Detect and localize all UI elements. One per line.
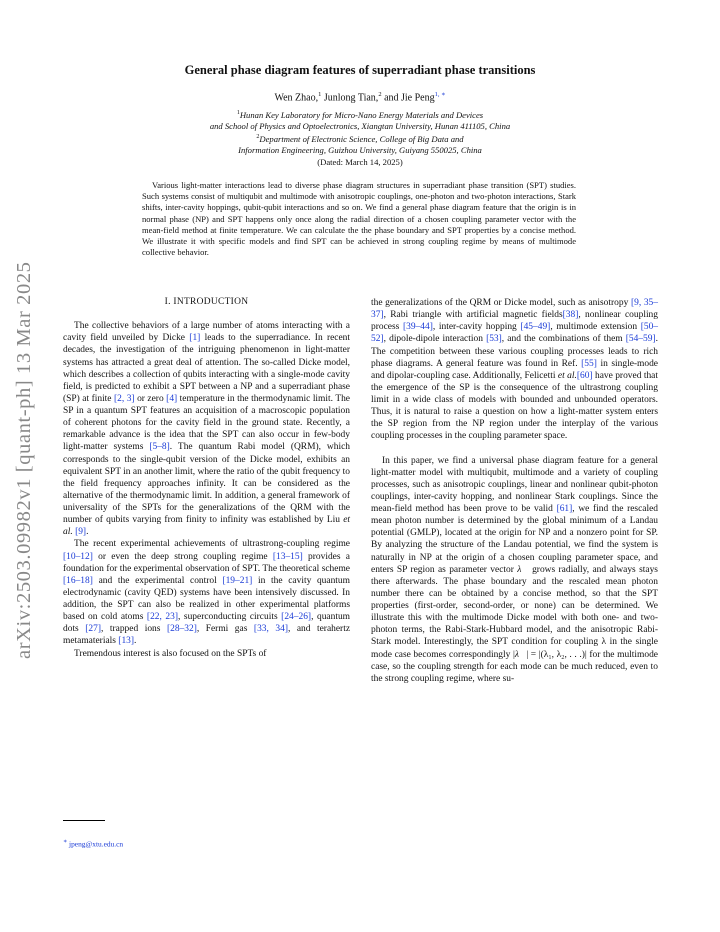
citation-link[interactable]: [33, 34] bbox=[253, 624, 288, 635]
citation-link[interactable]: [1] bbox=[189, 333, 201, 344]
affil-2-line-2: Information Engineering, Guizhou University, Guiyang 550025, China bbox=[238, 144, 482, 155]
citation-link[interactable]: [45–49] bbox=[520, 322, 551, 333]
author-1: Wen Zhao, bbox=[274, 92, 319, 104]
citation-link[interactable]: [24–26] bbox=[281, 612, 312, 623]
intro-paragraph-1: The collective behaviors of a large number of atoms interacting with a cavity field unveiled by Dicke [1] leads to the superradiance. In recent decades, the investigation of the intriguing phenomenon in light-matter systems has attracted a great deal of attention. The so-called Dicke model, which describes a collection of qubits interacting with a single-mode cavity field, is predicted to exhibit a SPT between a NP and a superradiant phase (SP) at finite [2, 3] or zero [4] temperature in the thermodynamic limit. The SP in a quantum SPT features an acquisition of a macroscopic population of coherent photons for the cavity field in the ground state. Recently, a remarkable advance is the idea that the SPT can also occur in few-body light-matter systems [5–8]. The quantum Rabi model (QRM), which corresponds to the single-qubit version of the Dicke model, exhibits an equivalent SPT in an another limit, where the ratio of the qubit frequency to the field frequency approaches infinity. It can be considered as the alternative of the thermodynamic limit. In addition, a general framework of universality of the SPTs for the generalizations of the QRM with the number of qubits varying from finity to infinity was established by Liu et al. [9]. bbox=[63, 321, 350, 538]
paper-title: General phase diagram features of superradiant phase transitions bbox=[184, 63, 536, 77]
email-link[interactable]: jpeng@xtu.edu.cn bbox=[69, 839, 124, 849]
footnote-rule bbox=[63, 820, 105, 821]
lambda-vector-symbol: λ⃗ bbox=[517, 564, 529, 575]
author-3-affil-mark[interactable]: 1, ∗ bbox=[434, 91, 446, 98]
citation-link[interactable]: [28–32] bbox=[166, 624, 197, 635]
abstract: Various light-matter interactions lead to diverse phase diagram structures in superradiant phase transition (SPT) studies. Such systems consist of multiqubit and multimode with anisotropic couplings, one-photon and two-photon interactions, Stark shifts, inter-cavity hoppings, qubit-qubit interactions and so on. We find a general phase diagram feature that the origin is in normal phase (NP) and SPT happens only once along the radial direction of a chosen coupling parameter vector with the mean-field method at finite temperature. We can calculate the the phase boundary and SPT properties by a concise method. We illustrate it with specific models and find SPT can be achieved in strong coupling regime by means of multimode collective behavior. bbox=[142, 180, 576, 258]
date-line: (Dated: March 14, 2025) bbox=[317, 157, 403, 167]
citation-link[interactable]: [50–52] bbox=[371, 322, 659, 345]
citation-link[interactable]: [60] bbox=[576, 370, 593, 381]
author-2-affil-mark: 2 bbox=[378, 91, 382, 98]
citation-link[interactable]: [55] bbox=[581, 358, 597, 369]
citation-link[interactable]: [13–15] bbox=[272, 551, 303, 562]
citation-link[interactable]: [53] bbox=[486, 334, 502, 345]
citation-link[interactable]: [39–44] bbox=[402, 322, 433, 333]
affiliations bbox=[100, 108, 620, 156]
affil-2-line-1: Department of Electronic Science, College of Big Data and bbox=[259, 133, 464, 144]
citation-link[interactable]: [13] bbox=[118, 636, 135, 647]
citation-link[interactable]: [27] bbox=[85, 624, 101, 635]
affil-1-line-1: Hunan Key Laboratory for Micro-Nano Energy Materials and Devices bbox=[239, 109, 484, 120]
section-heading-introduction: I. INTRODUCTION bbox=[164, 297, 249, 307]
citation-link[interactable]: [9] bbox=[75, 527, 87, 538]
intro-paragraph-3: Tremendous interest is also focused on the SPTs of bbox=[74, 648, 267, 659]
citation-link[interactable]: [38] bbox=[562, 310, 579, 321]
citation-link[interactable]: [16–18] bbox=[63, 575, 93, 586]
intro-paragraph-5: In this paper, we find a universal phase diagram feature for a general light-matter model with multiqubit, multimode and a variety of coupling processes, such as anisotropic couplings, linear and nonlinear qubit-photon couplings, inter-cavity hopping, and nonlinear Stark couplings. Since the mean-field method has been prove to be valid [61], we find the rescaled mean photon number is determined by the global minimum of a Landau potential (GMLP), located at the origin for NP and a nonzero point for SP. By analyzing the structure of the Landau potential, we find the system is naturally in NP at the origin of a chosen coupling parameter space, and enters SP region as parameter vector λ⃗ grows radially, and always stays there afterwards. The phase boundary and the rescaled mean photon number there can be obtained by a concise method, so that the SPT properties (first-order, second-order, or none) can be determined. We illustrate this with the multimode Dicke model with both one- and two-photon terms, the Rabi-Stark-Hubbard model, and the anisotropic Rabi-Stark model. Interestingly, the SPT condition for coupling λ in the single mode case becomes correspondingly |λ⃗| = |(λ₁, λ₂, . . .)| for the multimode case, so the coupling strength for each mode can be much reduced, even to the strong coupling regime, where su- bbox=[371, 455, 658, 684]
affil-1-mark: 1 bbox=[236, 110, 240, 116]
author-2: Junlong Tian, bbox=[323, 92, 379, 104]
citation-link[interactable]: [22, 23] bbox=[146, 612, 178, 623]
intro-paragraph-2: The recent experimental achievements of ultrastrong-coupling regime [10–12] or even the deep strong coupling regime [13–15] provides a foundation for the experimental observation of SPT. The theoretical scheme [16–18] and the experimental control [19–21] in the cavity quantum electrodynamic (cavity QED) systems have been intensively discussed. In addition, the SPT can also be realized in other experimental platforms based on cold atoms [22, 23], superconducting circuits [24–26], quantum dots [27], trapped ions [28–32], Fermi gas [33, 34], and terahertz metamaterials [13]. bbox=[63, 539, 351, 647]
author-list bbox=[100, 90, 620, 103]
footnote-email bbox=[63, 838, 123, 848]
lambda-vector-symbol: λ⃗ bbox=[514, 649, 527, 660]
affil-1-line-2: and School of Physics and Optoelectronics, Xiangtan University, Hunan 411105, China bbox=[209, 120, 511, 131]
author-1-affil-mark: 1 bbox=[318, 91, 322, 98]
citation-link[interactable]: [9, 35–37] bbox=[371, 298, 658, 321]
citation-link[interactable]: [4] bbox=[166, 393, 178, 404]
affil-2-mark: 2 bbox=[256, 133, 260, 140]
citation-link[interactable]: [10–12] bbox=[63, 551, 93, 562]
citation-link[interactable]: [54–59] bbox=[625, 334, 656, 345]
citation-link[interactable]: [2, 3] bbox=[114, 393, 135, 404]
citation-link[interactable]: [5–8] bbox=[149, 442, 170, 453]
left-column bbox=[63, 296, 350, 660]
citation-link[interactable]: [19–21] bbox=[222, 575, 253, 586]
intro-paragraph-4: the generalizations of the QRM or Dicke model, such as anisotropy [9, 35–37], Rabi triangle with artificial magnetic fields[38], nonlinear coupling process [39–44], inter-cavity hopping [45–49], multimode extension [50–52], dipole-dipole interaction [53], and the combinations of them [54–59]. The competition between these various coupling processes leads to rich phase diagrams. A general feature was found in Ref. [55] in single-mode and dipolar-coupling case. Additionally, Felicetti et al.[60] have proved that the emergence of the SP is the consequence of the ultrastrong coupling limit in a wide class of models with bounded and unbounded operators. Thus, it is natural to raise a question on how a light-matter system enters the SP region from the NP region under the interplay of the various coupling processes in the coupling parameter space. bbox=[371, 298, 659, 442]
citation-link[interactable]: [61] bbox=[556, 504, 573, 514]
arxiv-identifier-stamp: arXiv:2503.09982v1 [quant-ph] 13 Mar 2025 bbox=[13, 261, 35, 659]
author-3: and Jie Peng bbox=[384, 92, 435, 104]
footnote-mark: ∗ bbox=[63, 839, 68, 845]
right-column bbox=[371, 297, 658, 685]
